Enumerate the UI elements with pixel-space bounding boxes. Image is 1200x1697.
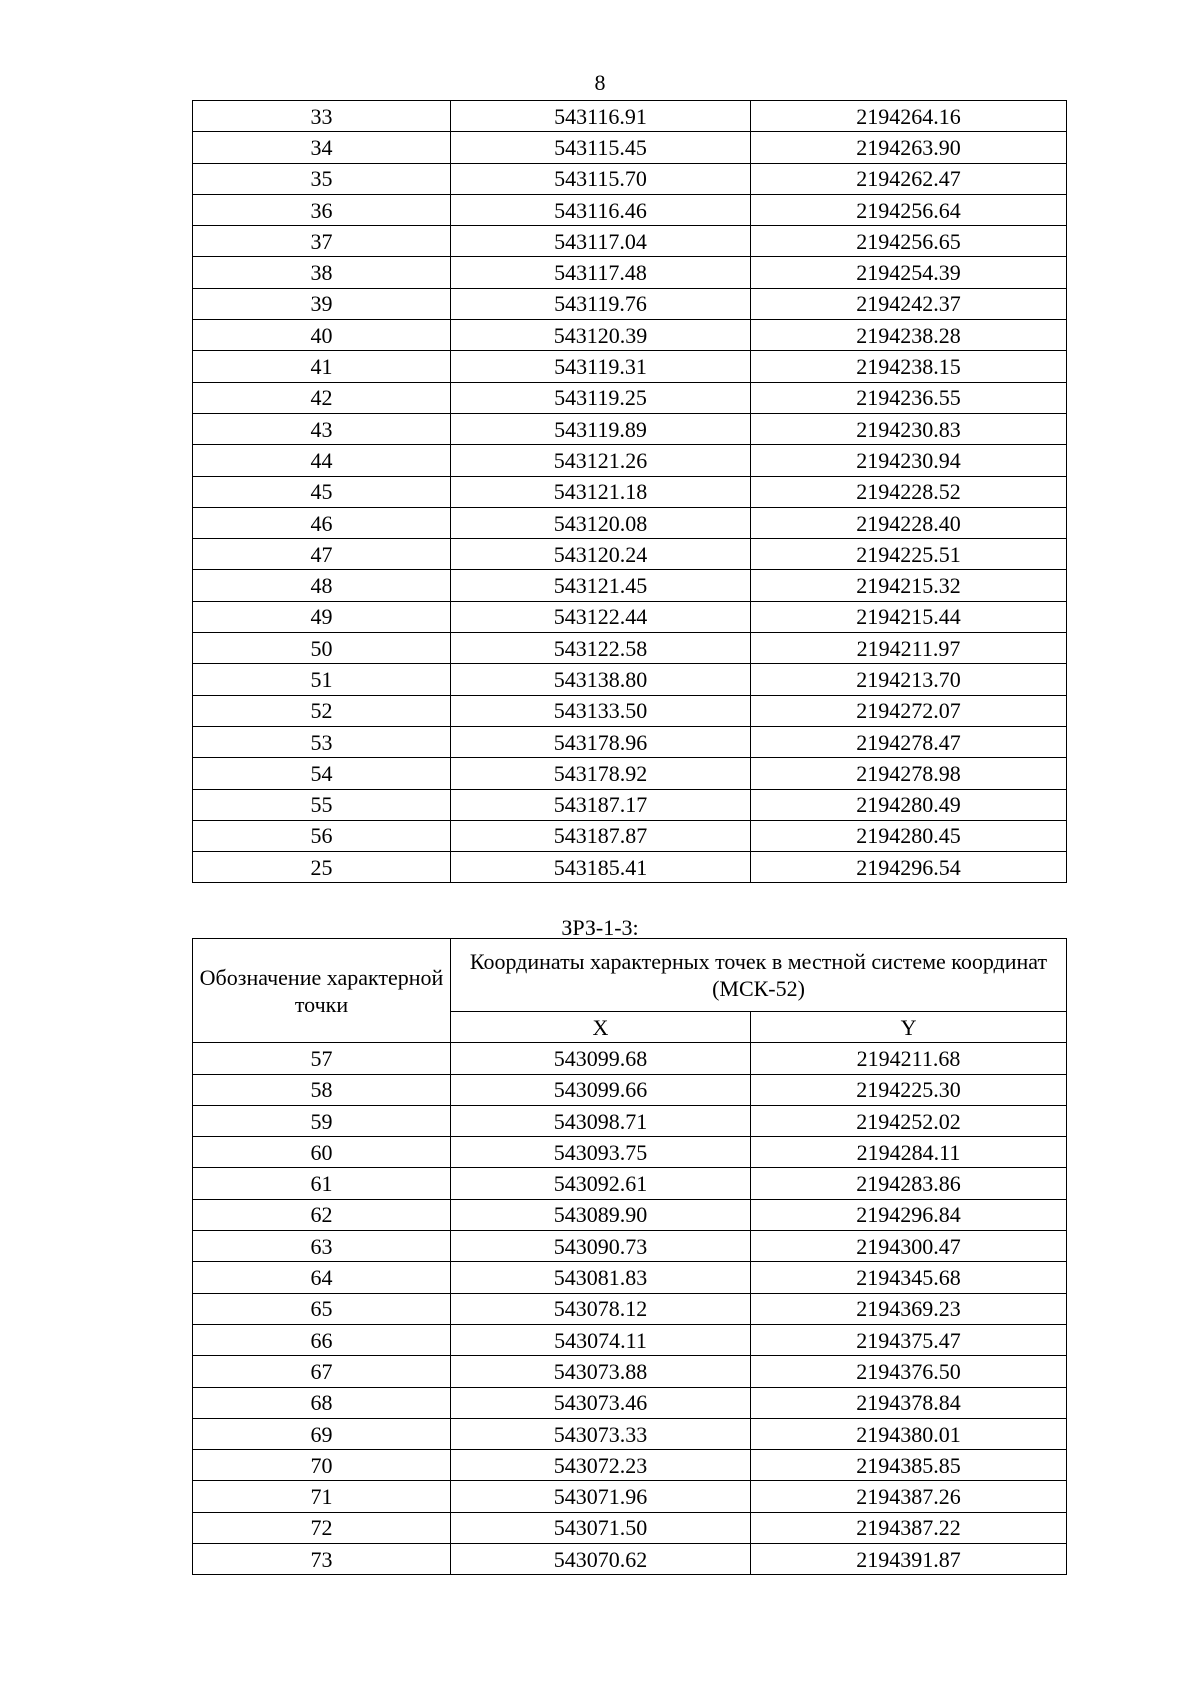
x-coordinate-cell: 543119.89 — [451, 413, 751, 444]
table-row — [193, 1262, 1067, 1293]
table-row — [193, 1481, 1067, 1512]
table-row — [193, 1418, 1067, 1449]
table-row — [193, 351, 1067, 382]
y-coordinate-cell: 2194215.44 — [751, 601, 1067, 632]
table-row — [193, 132, 1067, 163]
point-number-cell: 72 — [193, 1512, 451, 1543]
point-number-cell: 66 — [193, 1324, 451, 1355]
table-row — [193, 507, 1067, 538]
table-row — [193, 601, 1067, 632]
x-coordinate-cell: 543115.70 — [451, 163, 751, 194]
point-number-cell: 60 — [193, 1137, 451, 1168]
x-coordinate-cell: 543099.66 — [451, 1074, 751, 1105]
y-coordinate-cell: 2194238.28 — [751, 320, 1067, 351]
table-row — [193, 726, 1067, 757]
y-coordinate-cell: 2194280.45 — [751, 820, 1067, 851]
y-coordinate-cell: 2194296.84 — [751, 1199, 1067, 1230]
point-number-cell: 58 — [193, 1074, 451, 1105]
table-row — [193, 570, 1067, 601]
table-row — [193, 1293, 1067, 1324]
point-number-cell: 46 — [193, 507, 451, 538]
point-number-cell: 61 — [193, 1168, 451, 1199]
table-row — [193, 789, 1067, 820]
y-coordinate-cell: 2194376.50 — [751, 1356, 1067, 1387]
x-coordinate-cell: 543185.41 — [451, 852, 751, 883]
point-number-cell: 34 — [193, 132, 451, 163]
table-row — [193, 257, 1067, 288]
y-coordinate-cell: 2194238.15 — [751, 351, 1067, 382]
coordinates-table-body — [193, 101, 1067, 883]
table-row — [193, 163, 1067, 194]
x-coordinate-cell: 543073.33 — [451, 1418, 751, 1449]
point-number-cell: 67 — [193, 1356, 451, 1387]
y-coordinate-cell: 2194252.02 — [751, 1105, 1067, 1136]
x-coordinate-cell: 543074.11 — [451, 1324, 751, 1355]
x-coordinate-cell: 543092.61 — [451, 1168, 751, 1199]
table-row — [193, 445, 1067, 476]
point-number-cell: 69 — [193, 1418, 451, 1449]
point-number-cell: 71 — [193, 1481, 451, 1512]
table-row — [193, 1356, 1067, 1387]
x-coordinate-cell: 543073.46 — [451, 1387, 751, 1418]
x-coordinate-cell: 543178.92 — [451, 758, 751, 789]
point-number-cell: 64 — [193, 1262, 451, 1293]
y-coordinate-cell: 2194230.83 — [751, 413, 1067, 444]
coordinates-table-continued — [192, 100, 1067, 883]
x-coordinate-cell: 543121.26 — [451, 445, 751, 476]
y-coordinate-cell: 2194272.07 — [751, 695, 1067, 726]
table-row — [193, 1231, 1067, 1262]
table-row — [193, 413, 1067, 444]
point-number-cell: 33 — [193, 101, 451, 132]
y-coordinate-cell: 2194278.98 — [751, 758, 1067, 789]
x-coordinate-cell: 543117.04 — [451, 226, 751, 257]
y-coordinate-cell: 2194230.94 — [751, 445, 1067, 476]
point-number-cell: 45 — [193, 476, 451, 507]
y-coordinate-cell: 2194264.16 — [751, 101, 1067, 132]
point-number-cell: 43 — [193, 413, 451, 444]
y-coordinate-cell: 2194254.39 — [751, 257, 1067, 288]
point-number-cell: 55 — [193, 789, 451, 820]
point-number-cell: 54 — [193, 758, 451, 789]
x-coordinate-cell: 543133.50 — [451, 695, 751, 726]
table-row — [193, 820, 1067, 851]
point-number-cell: 48 — [193, 570, 451, 601]
point-number-cell: 56 — [193, 820, 451, 851]
point-number-cell: 39 — [193, 288, 451, 319]
x-coordinate-cell: 543071.50 — [451, 1512, 751, 1543]
table-row — [193, 1199, 1067, 1230]
x-coordinate-cell: 543090.73 — [451, 1231, 751, 1262]
point-number-cell: 36 — [193, 194, 451, 225]
table-row — [193, 1105, 1067, 1136]
point-designation-header: Обозначение характерной точки — [193, 939, 451, 1043]
y-coordinate-cell: 2194236.55 — [751, 382, 1067, 413]
point-number-cell: 70 — [193, 1450, 451, 1481]
x-coordinate-cell: 543070.62 — [451, 1544, 751, 1575]
x-coordinate-cell: 543072.23 — [451, 1450, 751, 1481]
x-coordinate-cell: 543122.58 — [451, 633, 751, 664]
point-number-cell: 44 — [193, 445, 451, 476]
x-coordinate-cell: 543187.87 — [451, 820, 751, 851]
y-coordinate-cell: 2194387.22 — [751, 1512, 1067, 1543]
table-row — [193, 1512, 1067, 1543]
x-coordinate-cell: 543119.76 — [451, 288, 751, 319]
y-coordinate-cell: 2194211.68 — [751, 1043, 1067, 1074]
point-number-cell: 53 — [193, 726, 451, 757]
x-coordinate-cell: 543093.75 — [451, 1137, 751, 1168]
coordinates-header: Координаты характерных точек в местной системе координат (МСК-52) — [451, 939, 1067, 1012]
x-coordinate-cell: 543138.80 — [451, 664, 751, 695]
point-number-cell: 73 — [193, 1544, 451, 1575]
table-row — [193, 695, 1067, 726]
x-column-header: X — [451, 1012, 751, 1043]
table-row — [193, 1544, 1067, 1575]
y-coordinate-cell: 2194296.54 — [751, 852, 1067, 883]
y-coordinate-cell: 2194375.47 — [751, 1324, 1067, 1355]
point-number-cell: 65 — [193, 1293, 451, 1324]
table-row — [193, 320, 1067, 351]
table-row — [193, 758, 1067, 789]
x-coordinate-cell: 543073.88 — [451, 1356, 751, 1387]
y-coordinate-cell: 2194228.40 — [751, 507, 1067, 538]
coordinates-table-zrz-1-3 — [192, 938, 1067, 1575]
point-number-cell: 40 — [193, 320, 451, 351]
x-coordinate-cell: 543121.18 — [451, 476, 751, 507]
y-coordinate-cell: 2194213.70 — [751, 664, 1067, 695]
y-coordinate-cell: 2194378.84 — [751, 1387, 1067, 1418]
y-coordinate-cell: 2194280.49 — [751, 789, 1067, 820]
y-coordinate-cell: 2194211.97 — [751, 633, 1067, 664]
point-number-cell: 49 — [193, 601, 451, 632]
point-number-cell: 52 — [193, 695, 451, 726]
table-row — [193, 194, 1067, 225]
y-coordinate-cell: 2194300.47 — [751, 1231, 1067, 1262]
y-coordinate-cell: 2194387.26 — [751, 1481, 1067, 1512]
x-coordinate-cell: 543115.45 — [451, 132, 751, 163]
x-coordinate-cell: 543081.83 — [451, 1262, 751, 1293]
table-row — [193, 1324, 1067, 1355]
y-column-header: Y — [751, 1012, 1067, 1043]
y-coordinate-cell: 2194369.23 — [751, 1293, 1067, 1324]
point-number-cell: 51 — [193, 664, 451, 695]
table-row — [193, 101, 1067, 132]
table-row — [193, 226, 1067, 257]
table-row — [193, 1168, 1067, 1199]
x-coordinate-cell: 543121.45 — [451, 570, 751, 601]
table-row — [193, 539, 1067, 570]
y-coordinate-cell: 2194278.47 — [751, 726, 1067, 757]
y-coordinate-cell: 2194262.47 — [751, 163, 1067, 194]
point-number-cell: 37 — [193, 226, 451, 257]
x-coordinate-cell: 543071.96 — [451, 1481, 751, 1512]
table-row — [193, 476, 1067, 507]
point-number-cell: 50 — [193, 633, 451, 664]
point-number-cell: 47 — [193, 539, 451, 570]
y-coordinate-cell: 2194215.32 — [751, 570, 1067, 601]
x-coordinate-cell: 543098.71 — [451, 1105, 751, 1136]
x-coordinate-cell: 543120.08 — [451, 507, 751, 538]
y-coordinate-cell: 2194284.11 — [751, 1137, 1067, 1168]
point-number-cell: 25 — [193, 852, 451, 883]
y-coordinate-cell: 2194225.51 — [751, 539, 1067, 570]
table-row — [193, 288, 1067, 319]
point-number-cell: 59 — [193, 1105, 451, 1136]
y-coordinate-cell: 2194391.87 — [751, 1544, 1067, 1575]
table-row — [193, 1450, 1067, 1481]
x-coordinate-cell: 543116.46 — [451, 194, 751, 225]
point-number-cell: 62 — [193, 1199, 451, 1230]
page-number: 8 — [594, 70, 606, 95]
x-coordinate-cell: 543078.12 — [451, 1293, 751, 1324]
y-coordinate-cell: 2194283.86 — [751, 1168, 1067, 1199]
x-coordinate-cell: 543120.24 — [451, 539, 751, 570]
y-coordinate-cell: 2194345.68 — [751, 1262, 1067, 1293]
table-header — [193, 939, 1067, 1043]
table-row — [193, 1137, 1067, 1168]
y-coordinate-cell: 2194228.52 — [751, 476, 1067, 507]
point-number-cell: 35 — [193, 163, 451, 194]
x-coordinate-cell: 543116.91 — [451, 101, 751, 132]
y-coordinate-cell: 2194256.65 — [751, 226, 1067, 257]
section-title: ЗРЗ-1-3: — [561, 915, 639, 940]
y-coordinate-cell: 2194380.01 — [751, 1418, 1067, 1449]
point-number-cell: 68 — [193, 1387, 451, 1418]
x-coordinate-cell: 543119.31 — [451, 351, 751, 382]
x-coordinate-cell: 543187.17 — [451, 789, 751, 820]
table-row — [193, 1043, 1067, 1074]
x-coordinate-cell: 543119.25 — [451, 382, 751, 413]
y-coordinate-cell: 2194385.85 — [751, 1450, 1067, 1481]
point-number-cell: 63 — [193, 1231, 451, 1262]
x-coordinate-cell: 543117.48 — [451, 257, 751, 288]
x-coordinate-cell: 543120.39 — [451, 320, 751, 351]
x-coordinate-cell: 543089.90 — [451, 1199, 751, 1230]
y-coordinate-cell: 2194242.37 — [751, 288, 1067, 319]
point-number-cell: 41 — [193, 351, 451, 382]
point-number-cell: 42 — [193, 382, 451, 413]
coordinates-table-body — [193, 1043, 1067, 1575]
x-coordinate-cell: 543178.96 — [451, 726, 751, 757]
table-row — [193, 1074, 1067, 1105]
point-number-cell: 38 — [193, 257, 451, 288]
y-coordinate-cell: 2194225.30 — [751, 1074, 1067, 1105]
y-coordinate-cell: 2194263.90 — [751, 132, 1067, 163]
table-row — [193, 382, 1067, 413]
point-number-cell: 57 — [193, 1043, 451, 1074]
table-row — [193, 633, 1067, 664]
table-row — [193, 852, 1067, 883]
x-coordinate-cell: 543099.68 — [451, 1043, 751, 1074]
x-coordinate-cell: 543122.44 — [451, 601, 751, 632]
table-row — [193, 1387, 1067, 1418]
table-row — [193, 664, 1067, 695]
y-coordinate-cell: 2194256.64 — [751, 194, 1067, 225]
